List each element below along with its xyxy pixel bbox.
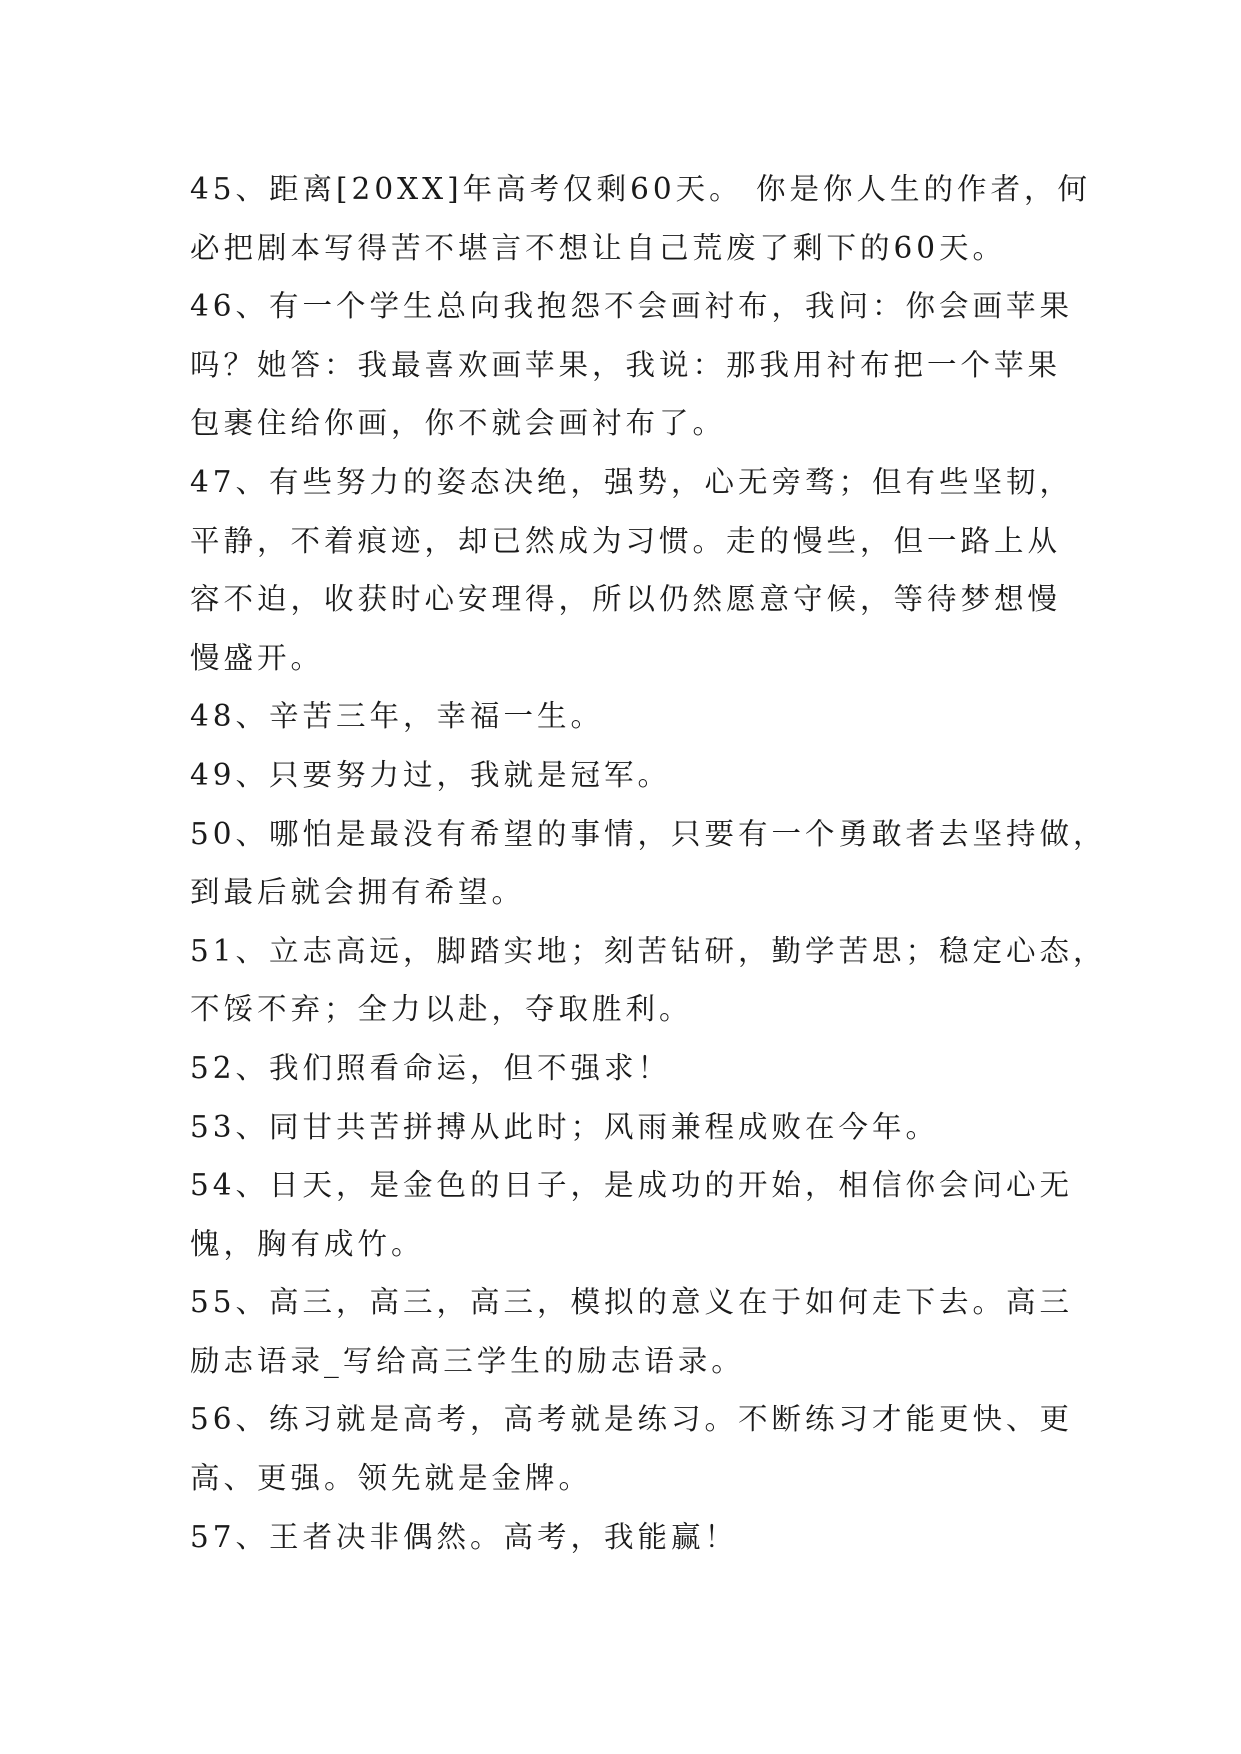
text-line: 到最后就会拥有希望。 bbox=[190, 875, 526, 910]
text-line: 57、王者决非偶然。高考，我能赢！ bbox=[190, 1519, 739, 1554]
text-line: 愧，胸有成竹。 bbox=[190, 1226, 425, 1261]
text-line: 励志语录_写给高三学生的励志语录。 bbox=[190, 1343, 745, 1378]
text-line: 49、只要努力过，我就是冠军。 bbox=[190, 757, 672, 792]
text-line: 54、日天，是金色的日子，是成功的开始，相信你会问心无 bbox=[190, 1168, 1074, 1203]
text-line: 55、高三，高三，高三，模拟的意义在于如何走下去。高三 bbox=[190, 1285, 1074, 1320]
text-line: 48、辛苦三年，幸福一生。 bbox=[190, 699, 605, 734]
text-line: 高、更强。领先就是金牌。 bbox=[190, 1461, 593, 1496]
text-line: 50、哪怕是最没有希望的事情，只要有一个勇敢者去坚持做， bbox=[190, 816, 1107, 851]
text-line: 46、有一个学生总向我抱怨不会画衬布，我问：你会画苹果 bbox=[190, 289, 1074, 324]
text-line: 平静，不着痕迹，却已然成为习惯。走的慢些，但一路上从 bbox=[190, 523, 1062, 558]
text-line: 吗？她答：我最喜欢画苹果，我说：那我用衬布把一个苹果 bbox=[190, 347, 1062, 382]
text-line: 慢盛开。 bbox=[190, 640, 325, 675]
text-line: 51、立志高远，脚踏实地；刻苦钻研，勤学苦思；稳定心态， bbox=[190, 933, 1107, 968]
document-body bbox=[190, 160, 1107, 1566]
text-line: 52、我们照看命运，但不强求！ bbox=[190, 1050, 672, 1085]
text-line: 不馁不弃；全力以赴，夺取胜利。 bbox=[190, 992, 693, 1027]
text-line: 53、同甘共苦拼搏从此时；风雨兼程成败在今年。 bbox=[190, 1109, 940, 1144]
text-line: 45、距离[20XX]年高考仅剩60天。 你是你人生的作者，何 bbox=[190, 172, 1092, 206]
text-line: 必把剧本写得苦不堪言不想让自己荒废了剩下的60天。 bbox=[190, 230, 1007, 265]
text-line: 包裹住给你画，你不就会画衬布了。 bbox=[190, 406, 727, 441]
text-line: 容不迫，收获时心安理得，所以仍然愿意守候，等待梦想慢 bbox=[190, 582, 1062, 617]
text-line: 56、练习就是高考，高考就是练习。不断练习才能更快、更 bbox=[190, 1402, 1074, 1437]
text-line: 47、有些努力的姿态决绝，强势，心无旁骛；但有些坚韧， bbox=[190, 464, 1074, 499]
